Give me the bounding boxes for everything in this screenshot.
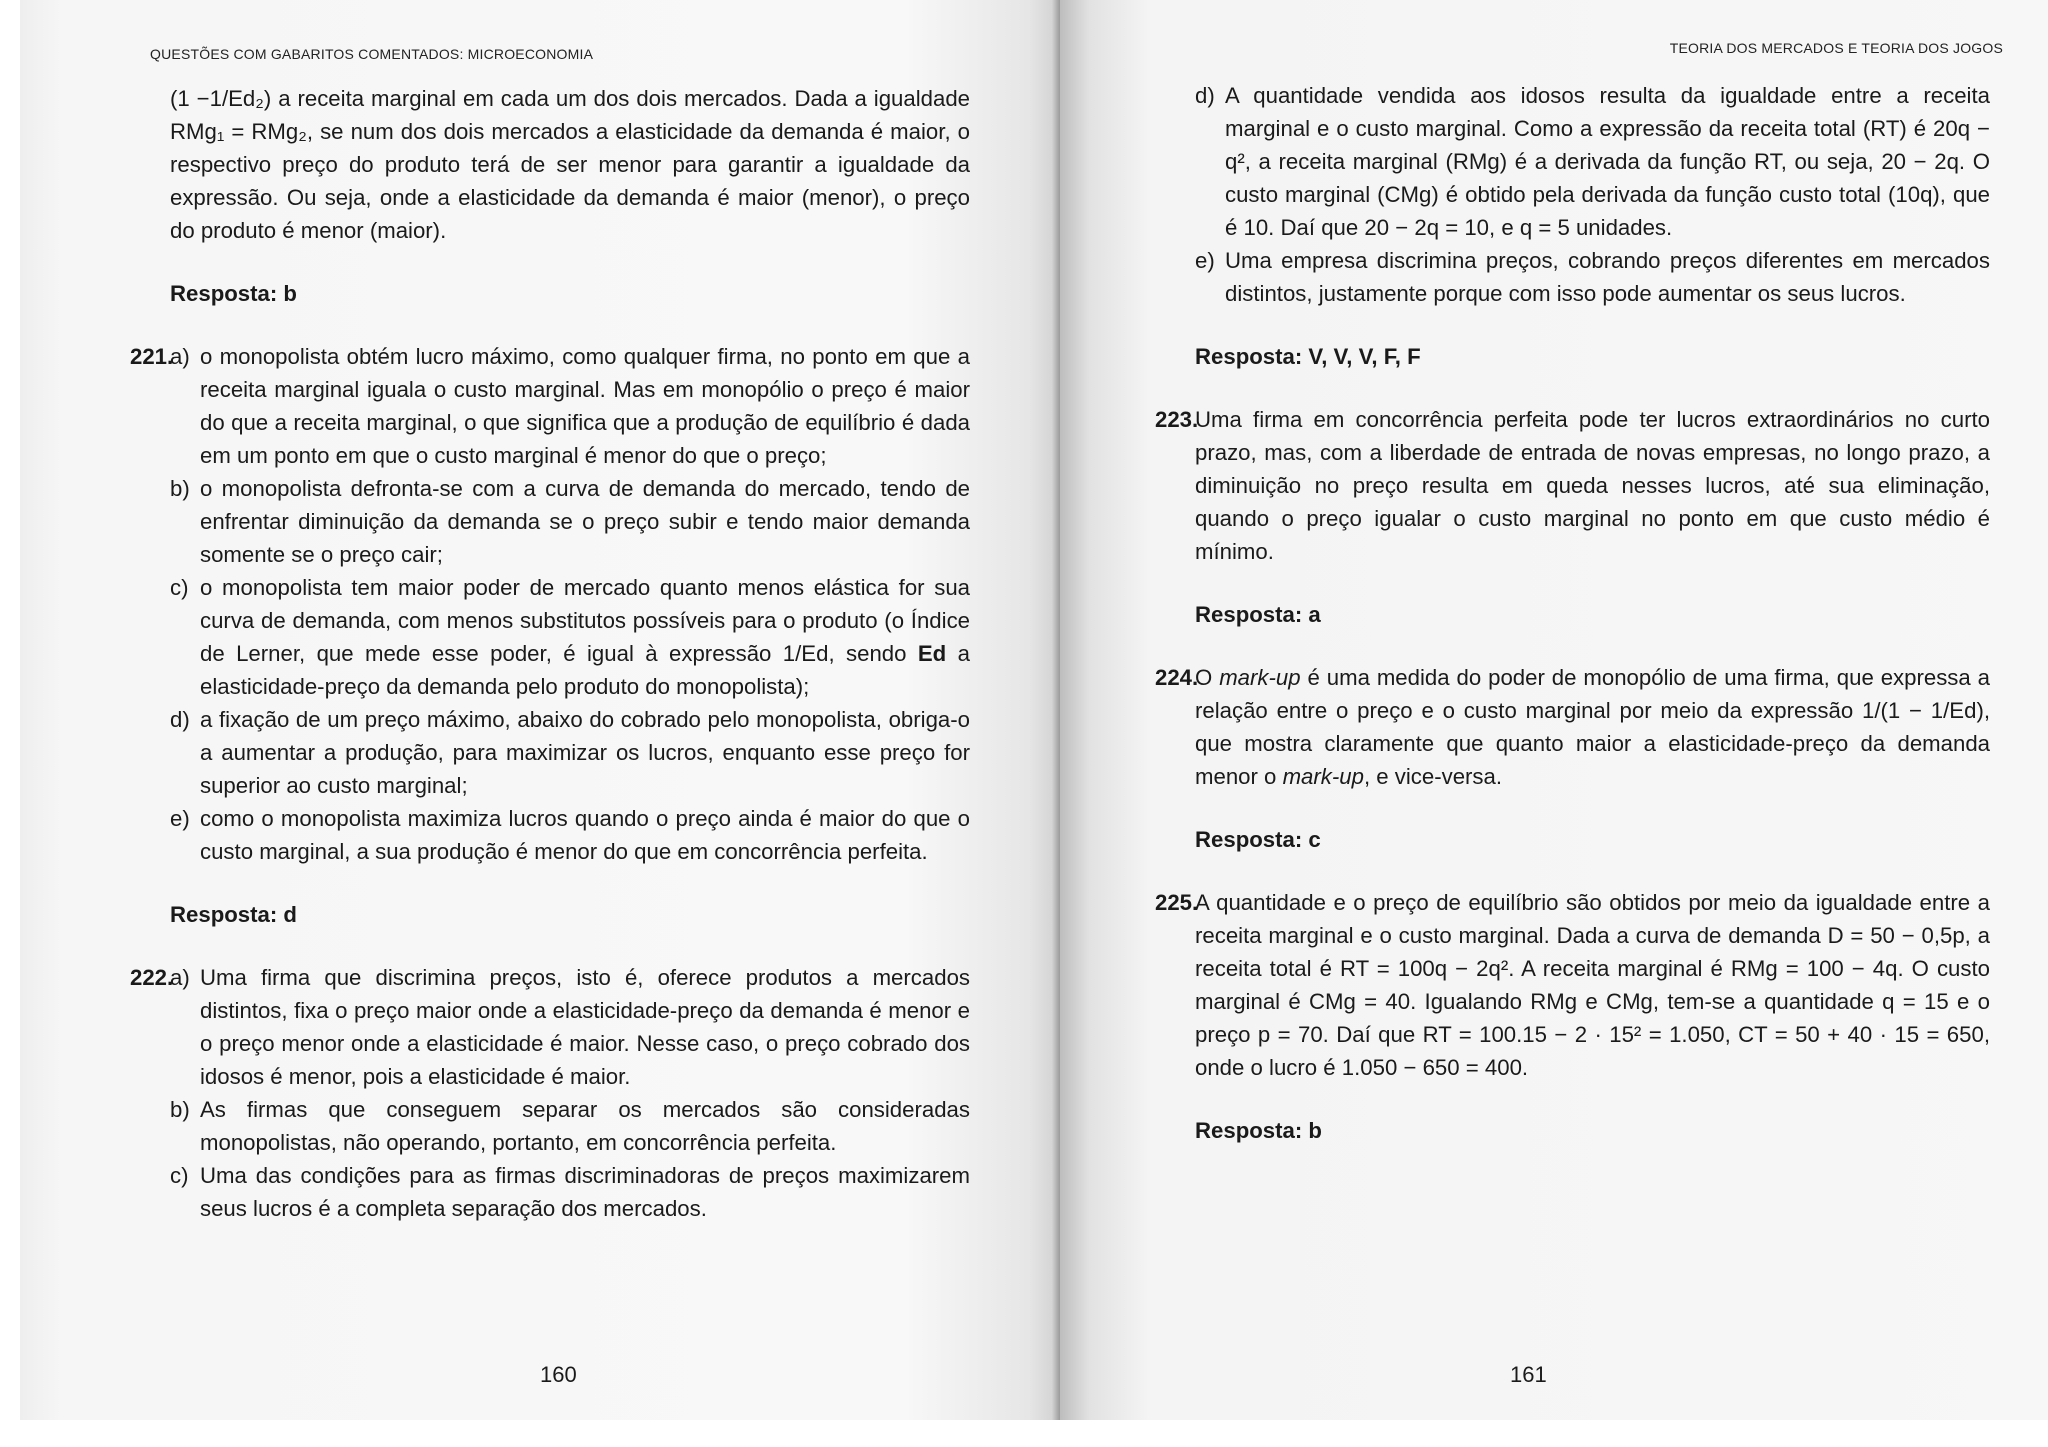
item-label: d): [1195, 83, 1215, 108]
list-item: [1195, 244, 1990, 310]
item-label: a): [170, 965, 190, 990]
list-item: [170, 472, 970, 571]
item-text: Uma firma que discrimina preços, isto é, oferece produtos a mercados distintos, fixa o preço maior onde a elasticidade-preço da demanda é menor e o preço menor onde a elasticidade é maior. Nesse caso, o preço cobrado dos idosos é menor, pois a elasticidade é maior.: [200, 965, 970, 1089]
question-text: Uma firma em concorrência perfeita pode ter lucros extraordinários no curto prazo, mas, com a liberdade de entrada de novas empresas, no longo prazo, a diminuição no preço resulta em queda nesses lucros, até sua eliminação, quando o preço igualar o custo marginal no ponto em que custo médio é mínimo.: [1195, 407, 1990, 564]
list-item: [170, 1159, 970, 1225]
item-label: e): [1195, 248, 1215, 273]
item-label: c): [170, 575, 189, 600]
question-224: [1155, 661, 1990, 793]
list-item: [170, 802, 970, 868]
term-mark-up: mark-up: [1219, 665, 1301, 690]
text-part: , e vice-versa.: [1363, 764, 1503, 789]
running-head-left: QUESTÕES COM GABARITOS COMENTADOS: MICROECONOMIA: [150, 46, 594, 62]
list-item: [170, 571, 970, 703]
term-mark-up: mark-up: [1282, 764, 1364, 789]
left-page-body: [130, 82, 970, 1225]
left-page: [20, 0, 1060, 1420]
right-page: [1060, 0, 2048, 1420]
item-text: o monopolista obtém lucro máximo, como qualquer firma, no ponto em que a receita marginal iguala o custo marginal. Mas em monopólio o preço é maior do que a receita marginal, o que significa que a produção de equilíbrio é dada em um ponto em que o custo marginal é menor do que o preço;: [200, 344, 970, 468]
item-label: b): [170, 1097, 190, 1122]
item-text: o monopolista defronta-se com a curva de demanda do mercado, tendo de enfrentar diminuição da demanda se o preço subir e tendo maior demanda somente se o preço cair;: [200, 476, 970, 567]
list-item: [170, 340, 970, 472]
item-label: b): [170, 476, 190, 501]
question-222: [130, 961, 970, 1225]
item-text: como o monopolista maximiza lucros quando o preço ainda é maior do que o custo marginal, a sua produção é menor do que em concorrência perfeita.: [200, 806, 970, 864]
item-label: e): [170, 806, 190, 831]
question-number: 224.: [1155, 665, 1199, 690]
item-text: A quantidade vendida aos idosos resulta da igualdade entre a receita marginal e o custo marginal. Como a expressão da receita total (RT) é 20q − q², a receita marginal (RMg) é a derivada da função RT, ou seja, 20 − 2q. O custo marginal (CMg) é obtido pela derivada da função custo total (10q), que é 10. Daí que 20 − 2q = 10, e q = 5 unidades.: [1225, 83, 1990, 240]
item-text: As firmas que conseguem separar os mercados são consideradas monopolistas, não operando, portanto, em concorrência perfeita.: [200, 1097, 970, 1155]
item-label: d): [170, 707, 190, 732]
question-text: [1195, 661, 1990, 793]
question-number: 225.: [1155, 890, 1199, 915]
page-number-right: 161: [1510, 1362, 1547, 1387]
list-item: [170, 703, 970, 802]
answer-220: Resposta: b: [170, 281, 297, 306]
question-225: [1155, 886, 1990, 1084]
item-text-cont: a elasticidade-preço da demanda pelo produto do monopolista);: [200, 641, 970, 699]
answer-221: Resposta: d: [170, 902, 297, 927]
item-label: a): [170, 344, 190, 369]
question-number: 222.: [130, 965, 174, 990]
answer-224: Resposta: c: [1195, 827, 1321, 852]
answer-222: Resposta: V, V, V, F, F: [1195, 344, 1421, 369]
page-number-left: 160: [540, 1362, 577, 1387]
item-text: a fixação de um preço máximo, abaixo do cobrado pelo monopolista, obriga-o a aumentar a produção, para maximizar os lucros, enquanto esse preço for superior ao custo marginal;: [200, 707, 970, 798]
answer-225: Resposta: b: [1195, 1118, 1322, 1143]
text-part: é uma medida do poder de monopólio de uma firma, que expressa a relação entre o preço e o custo marginal por meio da expressão 1/(1 − 1/Ed), que mostra claramente que quanto maior a elasticidade-preço da demanda menor o: [1195, 665, 1990, 789]
text-part: O: [1195, 665, 1220, 690]
item-label: c): [170, 1163, 189, 1188]
running-head-right: TEORIA DOS MERCADOS E TEORIA DOS JOGOS: [1669, 40, 2003, 56]
question-text: A quantidade e o preço de equilíbrio são obtidos por meio da igualdade entre a receita marginal e o custo marginal. Dada a curva de demanda D = 50 − 0,5p, a receita total é RT = 100q − 2q². A receita marginal é RMg = 100 − 4q. O custo marginal é CMg = 40. Igualando RMg e CMg, tem-se a quantidade q = 15 e o preço p = 70. Daí que RT = 100.15 − 2 · 15² = 1.050, CT = 50 + 40 · 15 = 650, onde o lucro é 1.050 − 650 = 400.: [1195, 890, 1990, 1080]
question-221: [130, 340, 970, 868]
question-number: 221.: [130, 344, 174, 369]
list-item: [170, 1093, 970, 1159]
item-text: o monopolista tem maior poder de mercado quanto menos elástica for sua curva de demanda, com menos substitutos possíveis para o produto (o Índice de Lerner, que mede esse poder, é igual à expressão 1/Ed, sendo: [200, 575, 970, 666]
list-item: [170, 961, 970, 1093]
item-term-ed: Ed: [917, 641, 947, 666]
list-item: [1195, 79, 1990, 244]
item-text: Uma das condições para as firmas discriminadoras de preços maximizarem seus lucros é a completa separação dos mercados.: [200, 1163, 970, 1221]
answer-223: Resposta: a: [1195, 602, 1321, 627]
right-page-body: [1155, 79, 1990, 1177]
question-223: [1155, 403, 1990, 568]
item-text: Uma empresa discrimina preços, cobrando preços diferentes em mercados distintos, justamente porque com isso pode aumentar os seus lucros.: [1225, 248, 1990, 306]
question-number: 223.: [1155, 407, 1199, 432]
intro-paragraph: (1 −1/Ed₂) a receita marginal em cada um dos dois mercados. Dada a igualdade RMg₁ = RMg₂, se num dos dois mercados a elasticidade da demanda é maior, o respectivo preço do produto terá de ser menor para garantir a igualdade da expressão. Ou seja, onde a elasticidade da demanda é maior (menor), o preço do produto é menor (maior).: [170, 86, 970, 243]
